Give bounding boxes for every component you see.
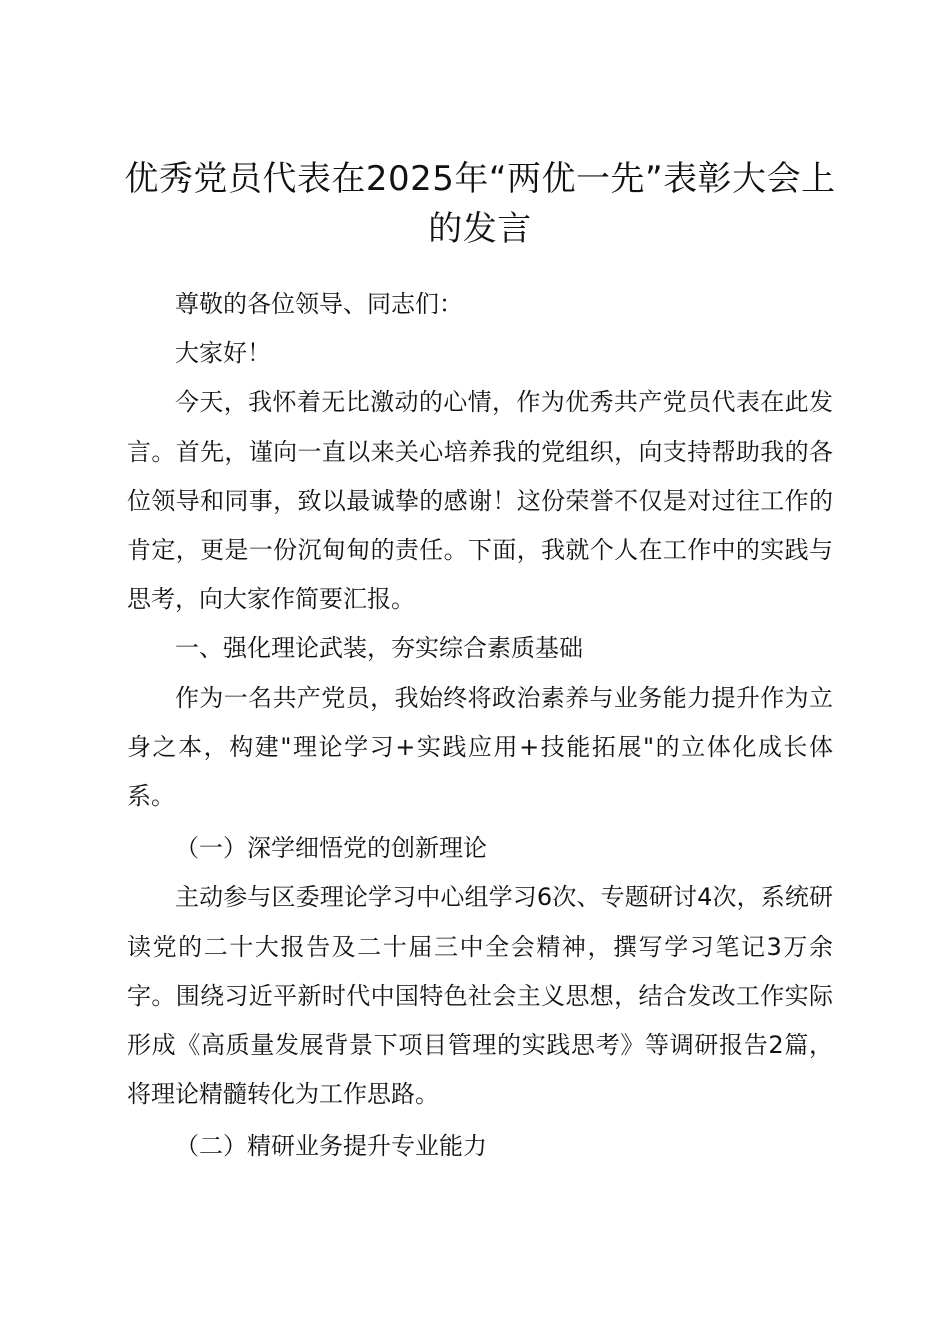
intro-paragraph: 今天，我怀着无比激动的心情，作为优秀共产党员代表在此发言。首先，谨向一直以来关心培养我的党组织，向支持帮助我的各位领导和同事，致以最诚挚的感谢！这份荣誉不仅是对过往工作的肯定，更是一份沉甸甸的责任。下面，我就个人在工作中的实践与思考，向大家作简要汇报。 bbox=[127, 388, 833, 614]
document-body bbox=[127, 280, 833, 1172]
section-heading-1: 一、强化理论武装，夯实综合素质基础 bbox=[175, 634, 583, 663]
greeting: 大家好！ bbox=[175, 339, 271, 368]
section-1-paragraph: 作为一名共产党员，我始终将政治素养与业务能力提升作为立身之本，构建"理论学习+实践应用+技能拓展"的立体化成长体系。 bbox=[127, 683, 833, 811]
subsection-heading-1: （一）深学细悟党的创新理论 bbox=[175, 834, 487, 863]
subsection-heading-2: （二）精研业务提升专业能力 bbox=[175, 1132, 487, 1161]
salutation: 尊敬的各位领导、同志们： bbox=[175, 290, 463, 318]
subsection-1-paragraph: 主动参与区委理论学习中心组学习6次、专题研讨4次，系统研读党的二十大报告及二十届三中全会精神，撰写学习笔记3万余字。围绕习近平新时代中国特色社会主义思想，结合发改工作实际形成《高质量发展背景下项目管理的实践思考》等调研报告2篇，将理论精髓转化为工作思路。 bbox=[127, 883, 833, 1109]
document-title: 优秀党员代表在2025年“两优一先”表彰大会上的发言 bbox=[124, 159, 836, 249]
